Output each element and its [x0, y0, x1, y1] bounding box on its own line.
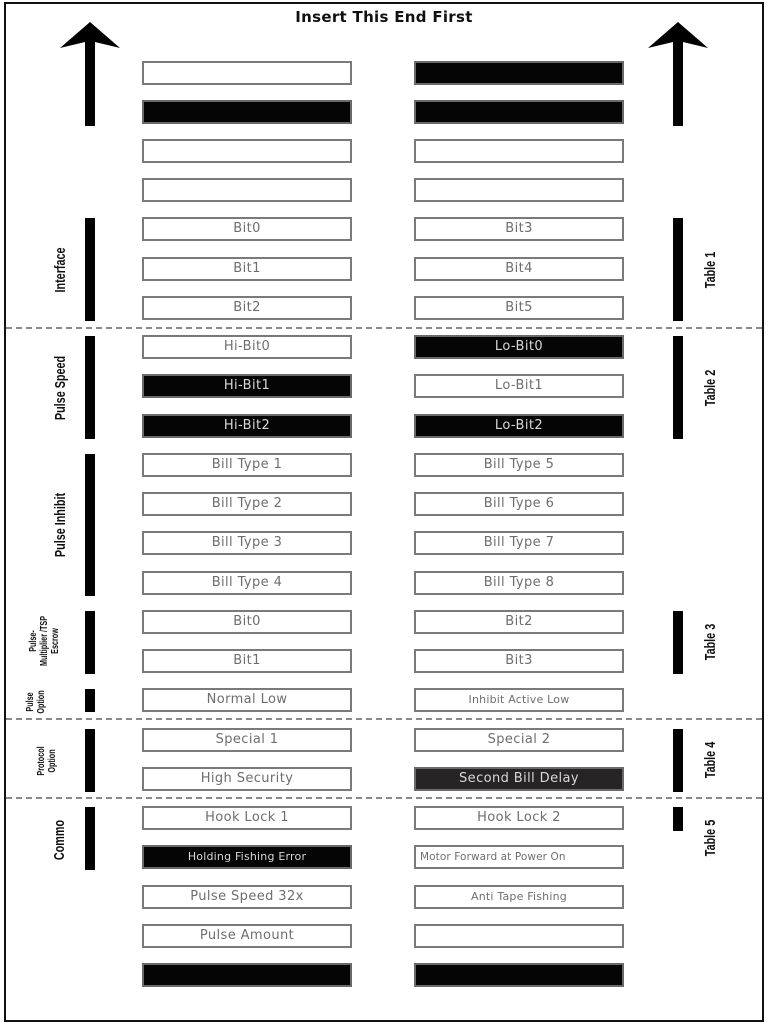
switch-r16-left[interactable]: Bit1 — [142, 649, 352, 673]
page-title: Insert This End First — [295, 8, 473, 26]
switch-r16-right[interactable]: Bit3 — [414, 649, 624, 673]
card-frame — [4, 2, 764, 1022]
switch-r10-left[interactable]: Hi-Bit2 — [142, 414, 352, 438]
switch-r3-left[interactable] — [142, 139, 352, 163]
table-label-3: Table 3 — [702, 623, 719, 661]
group-bar-interface — [85, 218, 95, 321]
switch-r15-left[interactable]: Bit0 — [142, 610, 352, 634]
switch-r19-right[interactable]: Second Bill Delay — [414, 767, 624, 791]
group-label-common: Commo — [51, 819, 68, 861]
switch-r14-left[interactable]: Bill Type 4 — [142, 571, 352, 595]
switch-r17-right[interactable]: Inhibit Active Low — [414, 688, 624, 712]
switch-r9-right[interactable]: Lo-Bit1 — [414, 374, 624, 398]
switch-r18-right[interactable]: Special 2 — [414, 728, 624, 752]
arrow-up-icon-right — [646, 22, 710, 128]
group-bar-pulse-inhibit — [85, 454, 95, 596]
group-bar-protocol-option — [85, 729, 95, 792]
switch-r11-right[interactable]: Bill Type 5 — [414, 453, 624, 477]
table-label-1: Table 1 — [702, 251, 719, 289]
switch-r21-right[interactable] — [414, 845, 624, 869]
switch-r20-left[interactable]: Hook Lock 1 — [142, 806, 352, 830]
switch-r5-left[interactable]: Bit0 — [142, 217, 352, 241]
switch-r20-right[interactable]: Hook Lock 2 — [414, 806, 624, 830]
switch-r4-right[interactable] — [414, 178, 624, 202]
switch-r8-right[interactable]: Lo-Bit0 — [414, 335, 624, 359]
group-label-pulse-inhibit: Pulse Inhibit — [52, 492, 69, 558]
group-bar-pulse-multiplier — [85, 611, 95, 674]
switch-r11-left[interactable]: Bill Type 1 — [142, 453, 352, 477]
switch-r7-right[interactable]: Bit5 — [414, 296, 624, 320]
switch-r15-right[interactable]: Bit2 — [414, 610, 624, 634]
switch-r23-right[interactable] — [414, 924, 624, 948]
switch-r4-left[interactable] — [142, 178, 352, 202]
switch-r10-right[interactable]: Lo-Bit2 — [414, 414, 624, 438]
switch-r13-left[interactable]: Bill Type 3 — [142, 531, 352, 555]
table-bar-5 — [673, 807, 683, 831]
group-label-pulse-multiplier: Pulse-Multiplier /TSP Escrow — [28, 616, 61, 667]
switch-r21-left[interactable]: Holding Fishing Error — [142, 845, 352, 869]
group-bar-pulse-option — [85, 689, 95, 712]
switch-r22-right[interactable]: Anti Tape Fishing — [414, 885, 624, 909]
table-label-2: Table 2 — [702, 369, 719, 407]
table-label-4: Table 4 — [702, 741, 719, 779]
section-divider-2 — [6, 718, 762, 720]
switch-r21-right-label: Motor Forward at Power On — [420, 851, 566, 863]
switch-r13-right[interactable]: Bill Type 7 — [414, 531, 624, 555]
group-label-interface: Interface — [52, 247, 69, 293]
switch-r12-right[interactable]: Bill Type 6 — [414, 492, 624, 516]
switch-r8-left[interactable]: Hi-Bit0 — [142, 335, 352, 359]
switch-r2-left[interactable] — [142, 100, 352, 124]
table-bar-1 — [673, 218, 683, 321]
switch-r19-left[interactable]: High Security — [142, 767, 352, 791]
table-label-5: Table 5 — [702, 819, 719, 857]
switch-r1-right[interactable] — [414, 61, 624, 85]
table-bar-4 — [673, 729, 683, 792]
section-divider-1 — [6, 327, 762, 329]
section-divider-3 — [6, 797, 762, 799]
switch-r17-left[interactable]: Normal Low — [142, 688, 352, 712]
switch-r6-left[interactable]: Bit1 — [142, 257, 352, 281]
switch-r24-right[interactable] — [414, 963, 624, 987]
switch-r24-left[interactable] — [142, 963, 352, 987]
switch-r5-right[interactable]: Bit3 — [414, 217, 624, 241]
arrow-up-icon-left — [58, 22, 122, 128]
table-bar-3 — [673, 611, 683, 674]
switch-r6-right[interactable]: Bit4 — [414, 257, 624, 281]
group-bar-pulse-speed — [85, 336, 95, 439]
switch-r1-left[interactable] — [142, 61, 352, 85]
switch-r18-left[interactable]: Special 1 — [142, 728, 352, 752]
switch-r7-left[interactable]: Bit2 — [142, 296, 352, 320]
group-label-pulse-speed: Pulse Speed — [52, 355, 69, 421]
table-bar-2 — [673, 336, 683, 439]
switch-r2-right[interactable] — [414, 100, 624, 124]
switch-r12-left[interactable]: Bill Type 2 — [142, 492, 352, 516]
group-label-pulse-option: Pulse Option — [25, 690, 47, 714]
switch-r23-left[interactable]: Pulse Amount — [142, 924, 352, 948]
group-bar-common — [85, 807, 95, 870]
switch-r9-left[interactable]: Hi-Bit1 — [142, 374, 352, 398]
switch-r14-right[interactable]: Bill Type 8 — [414, 571, 624, 595]
switch-r22-left[interactable]: Pulse Speed 32x — [142, 885, 352, 909]
group-label-protocol-option: Protocol Option — [36, 746, 58, 776]
switch-r3-right[interactable] — [414, 139, 624, 163]
